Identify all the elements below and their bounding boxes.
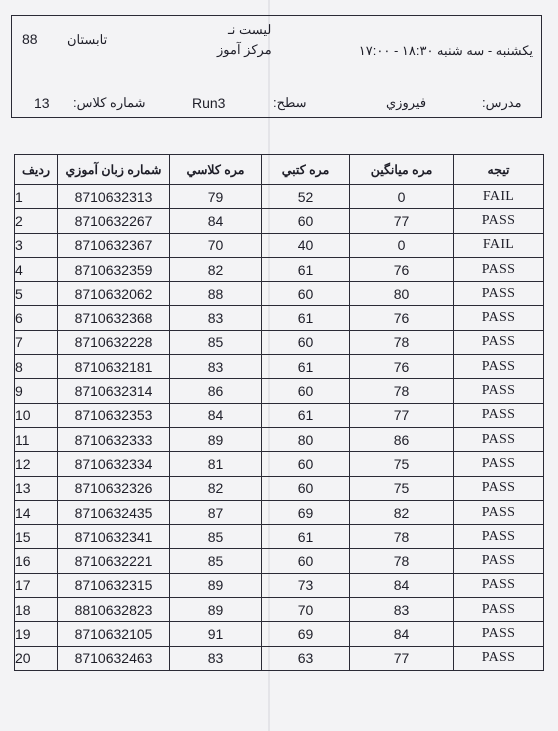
table-body [15, 185, 544, 671]
written-grade-cell: 63 [262, 646, 350, 670]
table-row [15, 525, 544, 549]
written-grade-cell: 60 [262, 452, 350, 476]
table-row [15, 379, 544, 403]
term-code: 88 [22, 31, 38, 47]
written-grade-cell: 60 [262, 282, 350, 306]
average-cell: 0 [350, 233, 454, 257]
row-number-cell: 12 [15, 452, 58, 476]
student-id-cell: 8710632435 [58, 500, 170, 524]
result-cell: PASS [454, 330, 544, 354]
table-row [15, 209, 544, 233]
average-cell: 78 [350, 525, 454, 549]
written-grade-cell: 61 [262, 403, 350, 427]
teacher-name: فیروزي [386, 95, 427, 110]
header-average: مره میانگین [350, 155, 454, 185]
class-grade-cell: 87 [170, 500, 262, 524]
row-number-cell: 19 [15, 622, 58, 646]
student-id-cell: 8710632313 [58, 185, 170, 209]
student-id-cell: 8810632823 [58, 598, 170, 622]
result-cell: PASS [454, 403, 544, 427]
class-grade-cell: 83 [170, 306, 262, 330]
class-grade-cell: 83 [170, 355, 262, 379]
student-id-cell: 8710632314 [58, 379, 170, 403]
institute-name: مرکز آموز [217, 42, 272, 57]
row-number-cell: 8 [15, 355, 58, 379]
result-cell: FAIL [454, 185, 544, 209]
table-row [15, 427, 544, 451]
header-class: مره کلاسي [170, 155, 262, 185]
result-cell: PASS [454, 209, 544, 233]
result-cell: PASS [454, 476, 544, 500]
header-result: تیجه [454, 155, 544, 185]
season-label: تابستان [67, 32, 108, 47]
written-grade-cell: 60 [262, 549, 350, 573]
result-cell: PASS [454, 452, 544, 476]
student-id-cell: 8710632315 [58, 573, 170, 597]
written-grade-cell: 73 [262, 573, 350, 597]
result-cell: PASS [454, 500, 544, 524]
result-cell: PASS [454, 549, 544, 573]
class-grade-cell: 81 [170, 452, 262, 476]
written-grade-cell: 52 [262, 185, 350, 209]
student-id-cell: 8710632228 [58, 330, 170, 354]
table-row [15, 500, 544, 524]
row-number-cell: 13 [15, 476, 58, 500]
student-id-cell: 8710632463 [58, 646, 170, 670]
average-cell: 0 [350, 185, 454, 209]
average-cell: 78 [350, 379, 454, 403]
student-id-cell: 8710632359 [58, 257, 170, 281]
result-cell: PASS [454, 622, 544, 646]
row-number-cell: 20 [15, 646, 58, 670]
level-label: سطح: [273, 95, 307, 110]
table-row [15, 330, 544, 354]
written-grade-cell: 40 [262, 233, 350, 257]
result-cell: PASS [454, 306, 544, 330]
class-grade-cell: 89 [170, 598, 262, 622]
student-id-cell: 8710632367 [58, 233, 170, 257]
class-number-label: شماره کلاس: [73, 95, 146, 110]
class-schedule: یکشنبه - سه شنبه ۱۸:۳۰ - ۱۷:۰۰ [358, 43, 533, 58]
row-number-cell: 1 [15, 185, 58, 209]
written-grade-cell: 80 [262, 427, 350, 451]
class-grade-cell: 85 [170, 525, 262, 549]
teacher-label: مدرس: [482, 95, 522, 110]
result-cell: PASS [454, 282, 544, 306]
class-grade-cell: 83 [170, 646, 262, 670]
row-number-cell: 3 [15, 233, 58, 257]
written-grade-cell: 60 [262, 330, 350, 354]
student-id-cell: 8710632267 [58, 209, 170, 233]
average-cell: 75 [350, 452, 454, 476]
average-cell: 76 [350, 306, 454, 330]
row-number-cell: 18 [15, 598, 58, 622]
row-number-cell: 6 [15, 306, 58, 330]
class-grade-cell: 89 [170, 573, 262, 597]
class-grade-cell: 82 [170, 476, 262, 500]
result-cell: PASS [454, 573, 544, 597]
class-grade-cell: 89 [170, 427, 262, 451]
row-number-cell: 15 [15, 525, 58, 549]
header-student-id: شماره زبان آموزي [58, 155, 170, 185]
row-number-cell: 11 [15, 427, 58, 451]
average-cell: 82 [350, 500, 454, 524]
row-number-cell: 2 [15, 209, 58, 233]
class-grade-cell: 85 [170, 549, 262, 573]
average-cell: 78 [350, 549, 454, 573]
average-cell: 77 [350, 646, 454, 670]
row-number-cell: 5 [15, 282, 58, 306]
table-header-row [15, 155, 544, 185]
written-grade-cell: 61 [262, 306, 350, 330]
table-row [15, 452, 544, 476]
class-grade-cell: 84 [170, 209, 262, 233]
student-id-cell: 8710632368 [58, 306, 170, 330]
table-row [15, 598, 544, 622]
table-row [15, 257, 544, 281]
average-cell: 84 [350, 622, 454, 646]
class-number: 13 [34, 95, 50, 111]
average-cell: 80 [350, 282, 454, 306]
student-id-cell: 8710632333 [58, 427, 170, 451]
header-row-number: ردیف [15, 155, 58, 185]
row-number-cell: 17 [15, 573, 58, 597]
row-number-cell: 7 [15, 330, 58, 354]
written-grade-cell: 69 [262, 500, 350, 524]
table-row [15, 549, 544, 573]
row-number-cell: 14 [15, 500, 58, 524]
average-cell: 76 [350, 355, 454, 379]
written-grade-cell: 60 [262, 209, 350, 233]
student-id-cell: 8710632334 [58, 452, 170, 476]
class-grade-cell: 91 [170, 622, 262, 646]
student-id-cell: 8710632062 [58, 282, 170, 306]
result-cell: PASS [454, 525, 544, 549]
class-info-header [11, 15, 542, 118]
result-cell: PASS [454, 427, 544, 451]
average-cell: 76 [350, 257, 454, 281]
class-grade-cell: 85 [170, 330, 262, 354]
level-value: Run3 [192, 95, 226, 111]
table-row [15, 646, 544, 670]
table-row [15, 403, 544, 427]
class-grade-cell: 86 [170, 379, 262, 403]
student-id-cell: 8710632221 [58, 549, 170, 573]
table-row [15, 233, 544, 257]
average-cell: 75 [350, 476, 454, 500]
average-cell: 77 [350, 403, 454, 427]
student-id-cell: 8710632105 [58, 622, 170, 646]
table-row [15, 476, 544, 500]
result-cell: PASS [454, 379, 544, 403]
class-grade-cell: 79 [170, 185, 262, 209]
average-cell: 84 [350, 573, 454, 597]
student-id-cell: 8710632353 [58, 403, 170, 427]
row-number-cell: 16 [15, 549, 58, 573]
row-number-cell: 9 [15, 379, 58, 403]
header-written: مره کتبي [262, 155, 350, 185]
average-cell: 86 [350, 427, 454, 451]
class-grade-cell: 82 [170, 257, 262, 281]
document-title: لیست نـ [228, 22, 272, 37]
average-cell: 78 [350, 330, 454, 354]
written-grade-cell: 69 [262, 622, 350, 646]
result-cell: PASS [454, 598, 544, 622]
table-row [15, 306, 544, 330]
result-cell: PASS [454, 355, 544, 379]
student-id-cell: 8710632341 [58, 525, 170, 549]
grades-table [14, 154, 544, 671]
student-id-cell: 8710632326 [58, 476, 170, 500]
student-id-cell: 8710632181 [58, 355, 170, 379]
result-cell: PASS [454, 257, 544, 281]
average-cell: 83 [350, 598, 454, 622]
table-row [15, 573, 544, 597]
written-grade-cell: 60 [262, 379, 350, 403]
written-grade-cell: 61 [262, 525, 350, 549]
class-grade-cell: 84 [170, 403, 262, 427]
row-number-cell: 10 [15, 403, 58, 427]
table-row [15, 282, 544, 306]
result-cell: FAIL [454, 233, 544, 257]
result-cell: PASS [454, 646, 544, 670]
written-grade-cell: 61 [262, 355, 350, 379]
table-row [15, 185, 544, 209]
table-row [15, 355, 544, 379]
class-grade-cell: 88 [170, 282, 262, 306]
table-row [15, 622, 544, 646]
average-cell: 77 [350, 209, 454, 233]
written-grade-cell: 70 [262, 598, 350, 622]
written-grade-cell: 60 [262, 476, 350, 500]
row-number-cell: 4 [15, 257, 58, 281]
class-grade-cell: 70 [170, 233, 262, 257]
written-grade-cell: 61 [262, 257, 350, 281]
